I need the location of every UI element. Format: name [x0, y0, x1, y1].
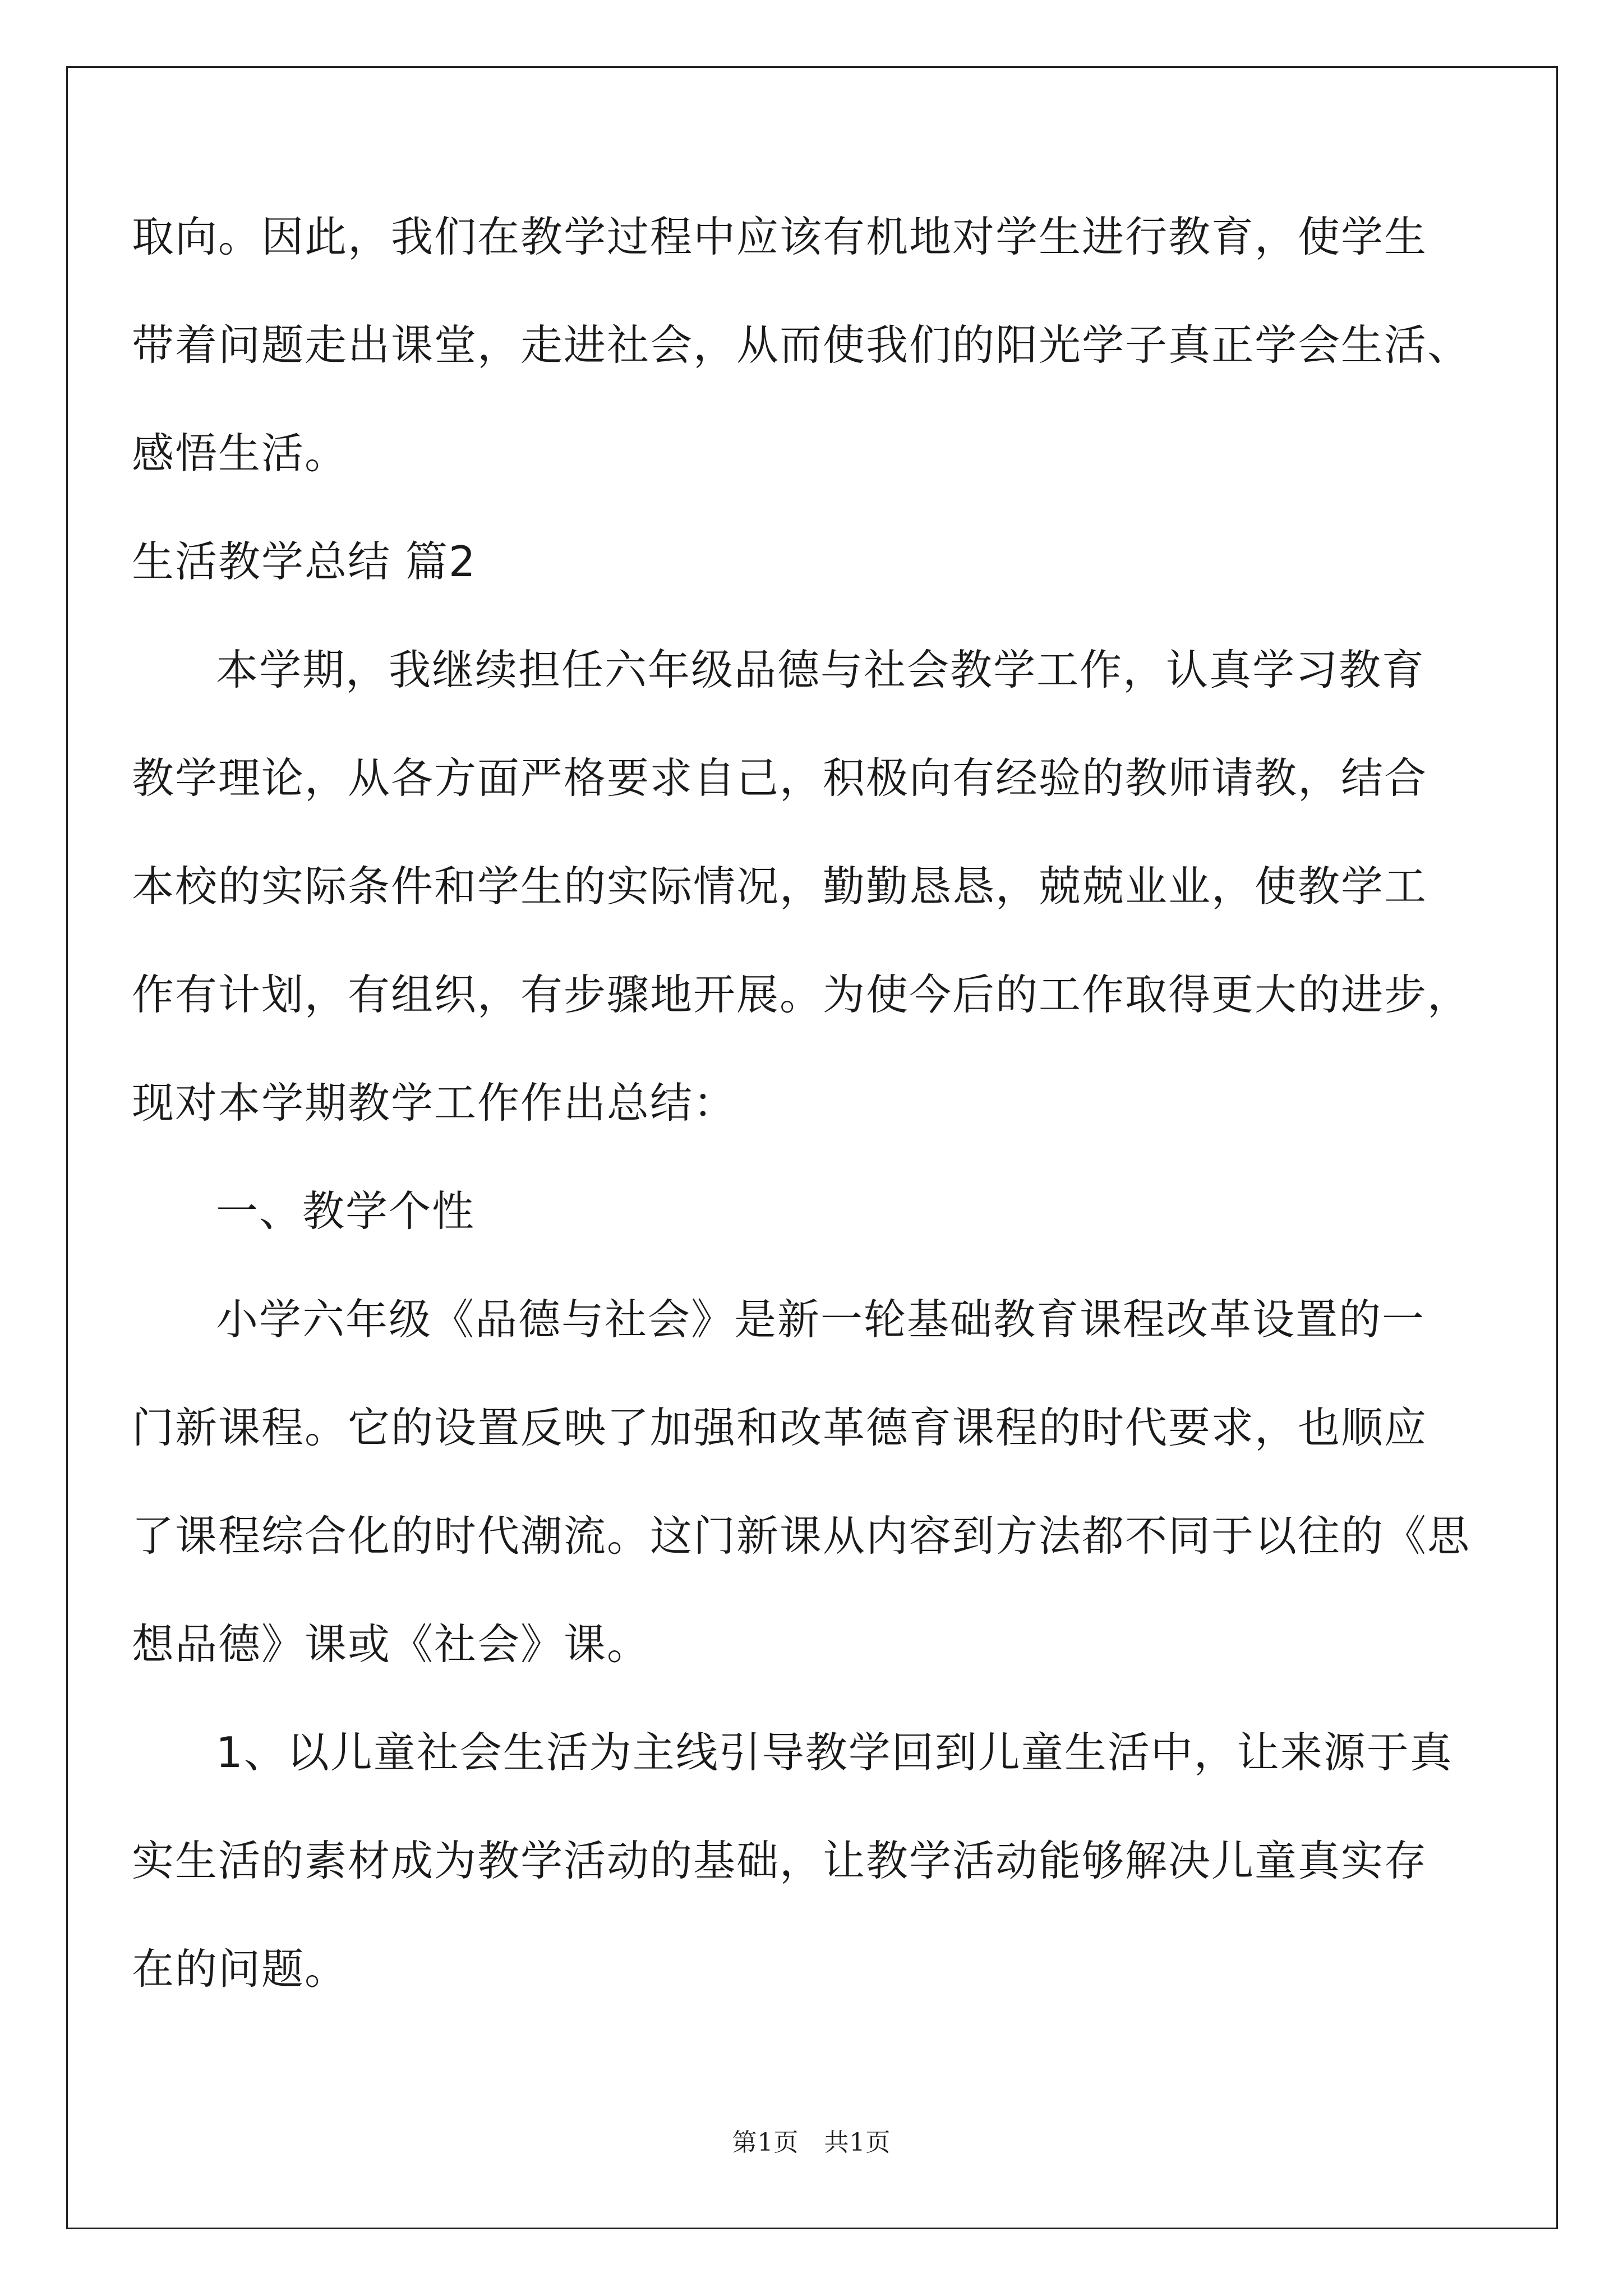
page-number: 第1页 共1页	[732, 2128, 891, 2157]
text-line: 教学理论，从各方面严格要求自己，积极向有经验的教师请教，结合	[132, 753, 1428, 803]
paragraph-first-line: 本学期，我继续担任六年级品德与社会教学工作，认真学习教育	[216, 645, 1426, 694]
document-body	[132, 209, 1471, 2049]
text-line: 了课程综合化的时代潮流。这门新课从内容到方法都不同于以往的《思	[132, 1511, 1471, 1561]
subheading: 一、教学个性	[216, 1186, 476, 1236]
paragraph-first-line: 小学六年级《品德与社会》是新一轮基础教育课程改革设置的一	[216, 1295, 1426, 1344]
text-line: 想品德》课或《社会》课。	[132, 1619, 651, 1669]
text-line: 实生活的素材成为教学活动的基础，让教学活动能够解决儿童真实存	[132, 1836, 1428, 1885]
text-line: 作有计划，有组织，有步骤地开展。为使今后的工作取得更大的进步，	[132, 970, 1471, 1019]
text-line: 门新课程。它的设置反映了加强和改革德育课程的时代要求，也顺应	[132, 1403, 1428, 1452]
section-heading: 生活教学总结 篇2	[132, 537, 477, 586]
text-line: 带着问题走出课堂，走进社会，从而使我们的阳光学子真正学会生活、	[132, 320, 1471, 370]
text-line: 现对本学期教学工作作出总结：	[132, 1078, 737, 1128]
text-line: 取向。因此，我们在教学过程中应该有机地对学生进行教育，使学生	[132, 212, 1428, 261]
paragraph-first-line: 1、以儿童社会生活为主线引导教学回到儿童生活中，让来源于真	[216, 1728, 1453, 1777]
text-line: 在的问题。	[132, 1944, 348, 1994]
text-line: 本校的实际条件和学生的实际情况，勤勤恳恳，兢兢业业，使教学工	[132, 862, 1428, 911]
text-line: 感悟生活。	[132, 429, 348, 478]
